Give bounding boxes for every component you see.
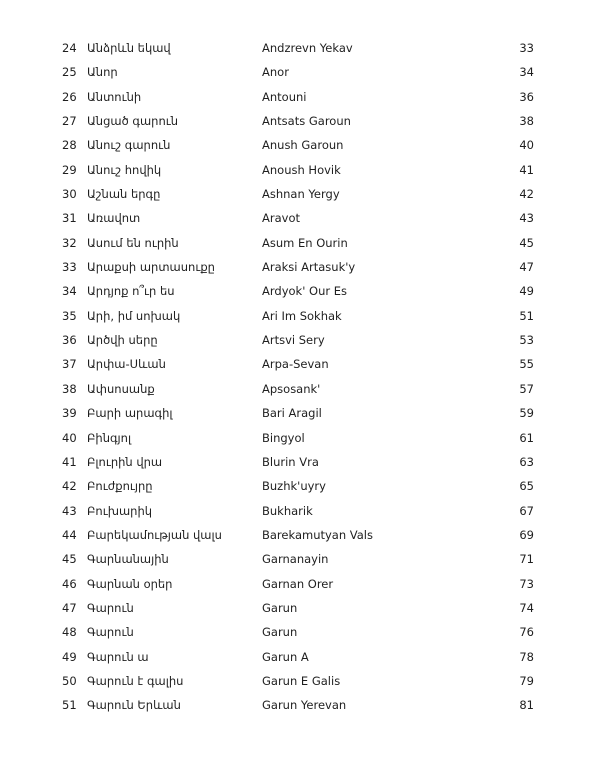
table-row: [0, 645, 600, 669]
table-row: [0, 182, 600, 206]
page-number: 79: [519, 673, 534, 688]
armenian-title: Գարուն Երևան: [87, 698, 181, 713]
transliterated-title: Garun: [262, 625, 298, 640]
table-row: [0, 36, 600, 60]
entry-number: 42: [62, 479, 77, 494]
page-number: 53: [519, 333, 534, 348]
armenian-title: Բուժքույրը: [87, 479, 153, 494]
armenian-title: Բարեկամության վալս: [87, 527, 222, 542]
armenian-title: Բլուրին վրա: [87, 454, 163, 469]
table-row: [0, 279, 600, 303]
transliterated-title: Ari Im Sokhak: [262, 308, 342, 323]
armenian-title: Անուշ գարուն: [87, 138, 171, 153]
table-row: [0, 669, 600, 693]
transliterated-title: Anor: [262, 65, 289, 80]
transliterated-title: Araksi Artasuk'y: [262, 260, 356, 275]
entry-number: 24: [62, 41, 77, 55]
armenian-title: Գարուն: [87, 625, 134, 640]
page-number: 41: [519, 162, 534, 177]
entry-number: 41: [62, 454, 77, 469]
entry-number: 39: [62, 406, 77, 421]
page-number: 51: [519, 308, 534, 323]
entry-number: 49: [62, 649, 77, 664]
song-index-table: [0, 36, 600, 718]
page-number: 73: [519, 576, 534, 591]
armenian-title: Արծվի սերը: [87, 333, 158, 348]
transliterated-title: Garun: [262, 600, 298, 615]
armenian-title: Բինգյոլ: [87, 430, 132, 445]
page-number: 57: [519, 381, 534, 396]
armenian-title: Ափսոսանք: [87, 381, 155, 396]
entry-number: 28: [62, 138, 77, 153]
armenian-title: Գարնանային: [87, 552, 169, 567]
table-row: [0, 693, 600, 717]
table-row: [0, 377, 600, 401]
entry-number: 51: [62, 698, 77, 713]
armenian-title: Գարուն: [87, 600, 134, 615]
entry-number: 33: [62, 260, 77, 275]
entry-number: 25: [62, 65, 77, 80]
transliterated-title: Barekamutyan Vals: [262, 527, 373, 542]
entry-number: 35: [62, 308, 77, 323]
page-number: 63: [519, 454, 534, 469]
page-number: 33: [519, 41, 534, 55]
entry-number: 43: [62, 503, 77, 518]
armenian-title: Բարի արագիլ: [87, 406, 173, 421]
armenian-title: Ասում են ուրին: [87, 235, 179, 250]
transliterated-title: Buzhk'uyry: [262, 479, 326, 494]
page-number: 43: [519, 211, 534, 226]
entry-number: 47: [62, 600, 77, 615]
transliterated-title: Antouni: [262, 89, 307, 104]
armenian-title: Առավոտ: [87, 211, 141, 226]
entry-number: 38: [62, 381, 77, 396]
transliterated-title: Anush Garoun: [262, 138, 344, 153]
table-row: [0, 109, 600, 133]
table-row: [0, 85, 600, 109]
page-number: 36: [519, 89, 534, 104]
transliterated-title: Aravot: [262, 211, 300, 226]
armenian-title: Արի, իմ սոխակ: [87, 308, 181, 323]
armenian-title: Արփա-Սևան: [87, 357, 166, 372]
transliterated-title: Blurin Vra: [262, 454, 319, 469]
transliterated-title: Garnanayin: [262, 552, 329, 567]
table-row: [0, 401, 600, 425]
entry-number: 34: [62, 284, 77, 299]
entry-number: 48: [62, 625, 77, 640]
table-row: [0, 426, 600, 450]
transliterated-title: Antsats Garoun: [262, 114, 351, 129]
entry-number: 32: [62, 235, 77, 250]
armenian-title: Գարուն է գալիս: [87, 673, 184, 688]
entry-number: 31: [62, 211, 77, 226]
transliterated-title: Asum En Ourin: [262, 235, 348, 250]
page-number: 34: [519, 65, 534, 80]
page-number: 45: [519, 235, 534, 250]
transliterated-title: Anoush Hovik: [262, 162, 341, 177]
transliterated-title: Bingyol: [262, 430, 305, 445]
entry-number: 37: [62, 357, 77, 372]
page-number: 65: [519, 479, 534, 494]
transliterated-title: Artsvi Sery: [262, 333, 325, 348]
armenian-title: Անուշ հովիկ: [87, 162, 162, 177]
entry-number: 26: [62, 89, 77, 104]
armenian-title: Բուխարիկ: [87, 503, 153, 518]
table-row: [0, 547, 600, 571]
armenian-title: Աշնան երգը: [87, 187, 161, 202]
armenian-title: Արաքսի արտասուքը: [87, 260, 215, 275]
table-row: [0, 572, 600, 596]
table-row: [0, 206, 600, 230]
table-row: [0, 474, 600, 498]
armenian-title: Արդյոք ո՞ւր ես: [87, 284, 175, 299]
table-row: [0, 133, 600, 157]
transliterated-title: Andzrevn Yekav: [262, 41, 353, 55]
table-row: [0, 304, 600, 328]
page-number: 47: [519, 260, 534, 275]
table-row: [0, 450, 600, 474]
armenian-title: Անձրևն եկավ: [87, 41, 171, 55]
entry-number: 46: [62, 576, 77, 591]
table-row: [0, 596, 600, 620]
armenian-title: Անոր: [87, 65, 118, 80]
entry-number: 40: [62, 430, 77, 445]
transliterated-title: Garnan Orer: [262, 576, 334, 591]
table-row: [0, 352, 600, 376]
transliterated-title: Arpa-Sevan: [262, 357, 329, 372]
page-number: 59: [519, 406, 534, 421]
page-number: 76: [519, 625, 534, 640]
table-row: [0, 620, 600, 644]
transliterated-title: Garun A: [262, 649, 309, 664]
transliterated-title: Garun E Galis: [262, 673, 341, 688]
entry-number: 45: [62, 552, 77, 567]
table-row: [0, 523, 600, 547]
page-number: 55: [519, 357, 534, 372]
entry-number: 50: [62, 673, 77, 688]
transliterated-title: Garun Yerevan: [262, 698, 347, 713]
transliterated-title: Ardyok' Our Es: [262, 284, 347, 299]
page-number: 38: [519, 114, 534, 129]
transliterated-title: Apsosank': [262, 381, 321, 396]
table-row: [0, 158, 600, 182]
page-number: 67: [519, 503, 534, 518]
table-row: [0, 328, 600, 352]
entry-number: 29: [62, 162, 77, 177]
entry-number: 30: [62, 187, 77, 202]
page-number: 78: [519, 649, 534, 664]
armenian-title: Գարուն ա: [87, 649, 149, 664]
transliterated-title: Bukharik: [262, 503, 313, 518]
page-number: 61: [519, 430, 534, 445]
transliterated-title: Ashnan Yergy: [262, 187, 340, 202]
entry-number: 44: [62, 527, 77, 542]
armenian-title: Անտունի: [87, 89, 142, 104]
entry-number: 27: [62, 114, 77, 129]
page-number: 74: [519, 600, 534, 615]
table-row: [0, 255, 600, 279]
table-row: [0, 231, 600, 255]
armenian-title: Անցած գարուն: [87, 114, 179, 129]
page-number: 49: [519, 284, 534, 299]
table-row: [0, 60, 600, 84]
page-number: 81: [519, 698, 534, 713]
armenian-title: Գարնան օրեր: [87, 576, 173, 591]
page-number: 42: [519, 187, 534, 202]
transliterated-title: Bari Aragil: [262, 406, 322, 421]
table-row: [0, 499, 600, 523]
page-number: 69: [519, 527, 534, 542]
page-number: 40: [519, 138, 534, 153]
entry-number: 36: [62, 333, 77, 348]
page-number: 71: [519, 552, 534, 567]
